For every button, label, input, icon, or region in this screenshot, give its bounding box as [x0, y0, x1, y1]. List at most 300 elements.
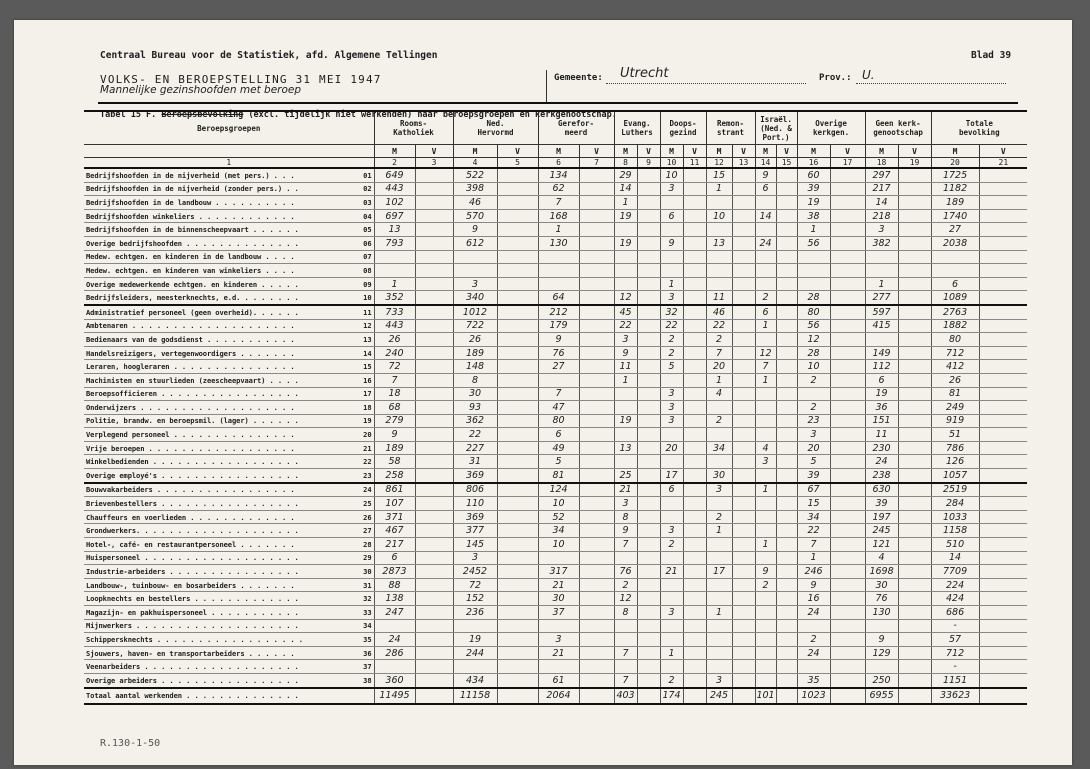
table-cell: 124 [538, 483, 579, 497]
row-number: 32 [363, 594, 372, 604]
column-number: 7 [579, 158, 614, 169]
row-number: 14 [363, 348, 372, 358]
table-cell: 61 [538, 673, 579, 687]
table-cell: 649 [374, 168, 415, 182]
column-group-line: (Ned. & [760, 123, 792, 133]
table-cell: 46 [706, 305, 732, 319]
table-cell [732, 414, 755, 428]
table-cell [579, 373, 614, 387]
table-cell: 247 [374, 606, 415, 620]
table-cell: 10 [538, 538, 579, 552]
table-cell: 258 [374, 469, 415, 483]
row-label [84, 524, 374, 538]
table-cell [637, 346, 660, 360]
table-cell [497, 673, 538, 687]
table-cell [776, 538, 797, 552]
table-cell [898, 606, 931, 620]
table-cell [579, 646, 614, 660]
table-cell [660, 510, 683, 524]
table-cell: 1725 [931, 168, 979, 182]
table-cell: 76 [865, 592, 898, 606]
table-cell [776, 673, 797, 687]
table-cell [755, 469, 776, 483]
table-cell: 218 [865, 209, 898, 223]
table-cell: 1 [755, 319, 776, 333]
row-label [84, 592, 374, 606]
table-cell [706, 277, 732, 291]
sex-header-v: V [637, 145, 660, 158]
column-number: 8 [614, 158, 637, 169]
table-cell: 39 [865, 497, 898, 511]
table-cell: 2763 [931, 305, 979, 319]
table-cell: 4 [706, 387, 732, 401]
sex-header-m: M [614, 145, 637, 158]
table-cell: 22 [660, 319, 683, 333]
table-cell [898, 592, 931, 606]
table-cell [979, 387, 1027, 401]
table-cell [683, 236, 706, 250]
row-number: 22 [363, 457, 372, 467]
row-label-text: Machinisten en stuurlieden (zeescheepvaart) . . . . [86, 375, 299, 385]
table-cell [637, 277, 660, 291]
table-cell [538, 551, 579, 565]
table-cell: 34 [706, 441, 732, 455]
table-cell: 3 [660, 414, 683, 428]
table-cell [830, 305, 865, 319]
row-number: 36 [363, 648, 372, 658]
table-cell [683, 401, 706, 415]
table-cell [497, 497, 538, 511]
table-cell [979, 346, 1027, 360]
table-cell: 212 [538, 305, 579, 319]
table-cell: 15 [797, 497, 830, 511]
table-cell [732, 510, 755, 524]
table-cell: 56 [797, 319, 830, 333]
table-cell: 362 [453, 414, 497, 428]
table-cell [830, 565, 865, 579]
table-cell [898, 319, 931, 333]
table-cell [898, 305, 931, 319]
table-cell [706, 455, 732, 469]
table-cell [732, 619, 755, 633]
table-cell [637, 250, 660, 264]
table-cell: 1 [660, 646, 683, 660]
table-cell [415, 387, 453, 401]
row-label-text: Overige arbeiders . . . . . . . . . . . . . . . . . [86, 675, 299, 685]
table-row [84, 441, 1027, 455]
table-cell: 12 [755, 346, 776, 360]
table-cell [497, 346, 538, 360]
table-cell [755, 277, 776, 291]
row-number: 17 [363, 389, 372, 399]
table-cell [776, 196, 797, 210]
table-cell: 7 [538, 196, 579, 210]
table-cell [497, 209, 538, 223]
column-group-line: Luthers [621, 128, 653, 137]
table-cell [732, 565, 755, 579]
table-cell: 30 [865, 578, 898, 592]
table-cell [683, 250, 706, 264]
table-cell: 45 [614, 305, 637, 319]
table-cell [776, 182, 797, 196]
table-rest: (excl. tijdelijk niet werkenden) naar beroepsgroepen en kerkgenootschap. [248, 110, 617, 120]
table-cell: 22 [797, 524, 830, 538]
column-number: 2 [374, 158, 415, 169]
table-cell [732, 387, 755, 401]
table-cell [497, 538, 538, 552]
table-cell: 26 [453, 333, 497, 347]
table-cell: 22 [614, 319, 637, 333]
table-cell [660, 428, 683, 442]
sex-header-spacer [84, 145, 374, 158]
table-cell: 17 [706, 565, 732, 579]
table-cell [706, 223, 732, 237]
table-cell: 1023 [797, 688, 830, 704]
table-cell: 277 [865, 291, 898, 305]
table-cell: 786 [931, 441, 979, 455]
table-cell: 3 [706, 483, 732, 497]
table-cell [755, 401, 776, 415]
table-cell: 2 [614, 578, 637, 592]
table-row [84, 360, 1027, 374]
table-cell [776, 168, 797, 182]
table-row [84, 223, 1027, 237]
table-cell [637, 646, 660, 660]
table-cell [660, 250, 683, 264]
table-row [84, 619, 1027, 633]
table-cell [614, 660, 637, 674]
table-cell: 10 [660, 168, 683, 182]
table-row [84, 510, 1027, 524]
table-cell: 24 [797, 646, 830, 660]
table-cell [497, 223, 538, 237]
column-number: 3 [415, 158, 453, 169]
table-cell [579, 360, 614, 374]
table-cell [660, 660, 683, 674]
table-cell [732, 291, 755, 305]
table-cell: 2 [660, 333, 683, 347]
table-cell [415, 565, 453, 579]
table-cell [660, 578, 683, 592]
row-number: 27 [363, 526, 372, 536]
row-number: 18 [363, 402, 372, 412]
column-number: 20 [931, 158, 979, 169]
table-cell [683, 633, 706, 647]
table-cell [374, 250, 415, 264]
table-cell [579, 592, 614, 606]
table-cell [755, 387, 776, 401]
table-cell [898, 277, 931, 291]
table-cell [683, 510, 706, 524]
table-cell: 67 [797, 483, 830, 497]
table-cell [776, 223, 797, 237]
row-number: 33 [363, 607, 372, 617]
table-cell [979, 277, 1027, 291]
table-cell [979, 551, 1027, 565]
table-cell: 145 [453, 538, 497, 552]
table-cell: 3 [660, 387, 683, 401]
sheet-number: Blad 39 [971, 50, 1012, 61]
table-cell [637, 319, 660, 333]
table-cell [415, 483, 453, 497]
table-cell: 1 [538, 223, 579, 237]
table-cell [776, 619, 797, 633]
table-cell [898, 182, 931, 196]
table-cell [415, 196, 453, 210]
table-cell [732, 209, 755, 223]
table-cell: 1 [614, 373, 637, 387]
table-row [84, 401, 1027, 415]
row-label [84, 497, 374, 511]
table-cell: 297 [865, 168, 898, 182]
table-cell [776, 264, 797, 278]
sex-header-m: M [660, 145, 683, 158]
table-row [84, 277, 1027, 291]
table-cell [538, 660, 579, 674]
table-cell [614, 223, 637, 237]
column-group-line: Overige [815, 119, 847, 128]
table-cell: 148 [453, 360, 497, 374]
table-cell [732, 660, 755, 674]
table-cell [776, 387, 797, 401]
table-cell: 1182 [931, 182, 979, 196]
table-cell [415, 209, 453, 223]
sex-header-v: V [979, 145, 1027, 158]
table-cell: 14 [931, 551, 979, 565]
table-cell [755, 428, 776, 442]
row-number: 21 [363, 443, 372, 453]
table-row [84, 346, 1027, 360]
table-cell: 8 [453, 373, 497, 387]
table-cell: 21 [538, 646, 579, 660]
table-cell [660, 497, 683, 511]
table-cell: 39 [797, 182, 830, 196]
table-cell [579, 483, 614, 497]
column-number: 18 [865, 158, 898, 169]
row-label [84, 633, 374, 647]
table-row [84, 196, 1027, 210]
table-cell: 3 [614, 497, 637, 511]
row-number: 20 [363, 430, 372, 440]
table-cell [898, 401, 931, 415]
table-cell: 697 [374, 209, 415, 223]
table-cell [732, 223, 755, 237]
table-cell [637, 387, 660, 401]
table-cell [683, 223, 706, 237]
table-row [84, 291, 1027, 305]
table-cell: 11158 [453, 688, 497, 704]
table-cell: 360 [374, 673, 415, 687]
table-cell: 80 [538, 414, 579, 428]
column-number: 14 [755, 158, 776, 169]
table-cell [979, 236, 1027, 250]
table-row [84, 319, 1027, 333]
row-number: 30 [363, 567, 372, 577]
table-cell: 22 [453, 428, 497, 442]
occupation-religion-table [84, 110, 1027, 705]
table-cell [579, 578, 614, 592]
table-cell [497, 633, 538, 647]
table-cell [830, 291, 865, 305]
table-cell [898, 428, 931, 442]
gemeente-label: Gemeente: [554, 73, 603, 83]
table-cell [637, 524, 660, 538]
table-cell: 2 [797, 373, 830, 387]
column-group-header [706, 111, 755, 145]
row-label [84, 333, 374, 347]
table-cell: 443 [374, 182, 415, 196]
table-cell [931, 250, 979, 264]
row-number: 35 [363, 634, 372, 644]
table-cell [830, 182, 865, 196]
table-cell [865, 250, 898, 264]
table-cell: 412 [931, 360, 979, 374]
table-cell [776, 346, 797, 360]
table-cell: 1 [706, 373, 732, 387]
table-cell [898, 633, 931, 647]
table-cell: 112 [865, 360, 898, 374]
table-cell [732, 360, 755, 374]
column-group-header [755, 111, 797, 145]
table-cell [415, 414, 453, 428]
table-cell [732, 168, 755, 182]
table-cell: 34 [797, 510, 830, 524]
row-label-text: Medew. echtgen. en kinderen van winkeliers . . . . [86, 265, 295, 275]
table-cell [706, 401, 732, 415]
header-divider [546, 70, 547, 103]
table-cell: 2038 [931, 236, 979, 250]
table-cell: 68 [374, 401, 415, 415]
table-cell [755, 551, 776, 565]
table-cell: 151 [865, 414, 898, 428]
table-cell: 5 [797, 455, 830, 469]
table-cell [898, 565, 931, 579]
header-rule [98, 102, 1018, 104]
table-cell [776, 319, 797, 333]
table-cell: 1033 [931, 510, 979, 524]
table-cell [614, 428, 637, 442]
table-cell [614, 619, 637, 633]
table-cell: 1 [614, 196, 637, 210]
table-cell [898, 538, 931, 552]
table-cell [830, 497, 865, 511]
table-cell [898, 524, 931, 538]
table-cell: 19 [614, 414, 637, 428]
table-cell: 16 [797, 592, 830, 606]
table-cell: 1 [755, 373, 776, 387]
table-cell [830, 196, 865, 210]
table-cell: 107 [374, 497, 415, 511]
table-cell [979, 223, 1027, 237]
row-label [84, 182, 374, 196]
table-cell [497, 428, 538, 442]
table-cell [979, 688, 1027, 704]
table-cell [637, 209, 660, 223]
row-number: 38 [363, 675, 372, 685]
table-cell [830, 209, 865, 223]
table-cell [683, 606, 706, 620]
row-number: 11 [363, 307, 372, 317]
table-cell [706, 592, 732, 606]
table-cell [579, 305, 614, 319]
table-cell [637, 414, 660, 428]
table-cell [979, 196, 1027, 210]
table-cell [830, 455, 865, 469]
table-cell [579, 291, 614, 305]
table-cell [830, 510, 865, 524]
row-number: 06 [363, 238, 372, 248]
table-cell [706, 250, 732, 264]
table-cell [637, 182, 660, 196]
column-header-beroepsgroepen: Beroepsgroepen [84, 111, 374, 145]
row-label [84, 319, 374, 333]
table-cell: 382 [865, 236, 898, 250]
table-cell: 134 [538, 168, 579, 182]
table-cell: 1 [706, 606, 732, 620]
row-number: 16 [363, 375, 372, 385]
table-cell: 3 [755, 455, 776, 469]
table-cell: 13 [374, 223, 415, 237]
column-group-line: Ned. [486, 119, 505, 128]
table-cell [683, 497, 706, 511]
table-cell [755, 414, 776, 428]
table-cell [706, 264, 732, 278]
table-cell [979, 428, 1027, 442]
sex-header-m: M [453, 145, 497, 158]
table-cell [830, 360, 865, 374]
row-label-text: Bedrijfshoofden in de binnenscheepvaart . . . . . . [86, 225, 299, 235]
sex-header-m: M [374, 145, 415, 158]
table-cell: 3 [538, 633, 579, 647]
row-label-text: Sjouwers, haven- en transportarbeiders . . . . . . [86, 648, 295, 658]
table-cell [683, 441, 706, 455]
table-row [84, 673, 1027, 687]
table-cell [755, 196, 776, 210]
table-cell [979, 606, 1027, 620]
table-cell: 250 [865, 673, 898, 687]
table-cell: 39 [797, 469, 830, 483]
row-label [84, 578, 374, 592]
row-number: 09 [363, 279, 372, 289]
table-cell: 7 [797, 538, 830, 552]
table-cell [898, 168, 931, 182]
table-cell [732, 538, 755, 552]
table-cell [830, 646, 865, 660]
table-cell: 9 [614, 346, 637, 360]
table-cell [637, 264, 660, 278]
table-cell [979, 333, 1027, 347]
table-cell [637, 673, 660, 687]
row-number: 05 [363, 225, 372, 235]
table-cell [579, 250, 614, 264]
table-cell [830, 619, 865, 633]
table-cell: 352 [374, 291, 415, 305]
table-cell [979, 441, 1027, 455]
table-cell [683, 196, 706, 210]
table-cell [497, 291, 538, 305]
table-cell [732, 673, 755, 687]
table-cell [776, 236, 797, 250]
table-cell [415, 688, 453, 704]
table-head [84, 111, 1027, 168]
table-cell: 189 [374, 441, 415, 455]
table-cell: 2519 [931, 483, 979, 497]
table-cell [683, 646, 706, 660]
table-row [84, 209, 1027, 223]
table-cell [776, 455, 797, 469]
table-cell: 138 [374, 592, 415, 606]
table-row [84, 606, 1027, 620]
